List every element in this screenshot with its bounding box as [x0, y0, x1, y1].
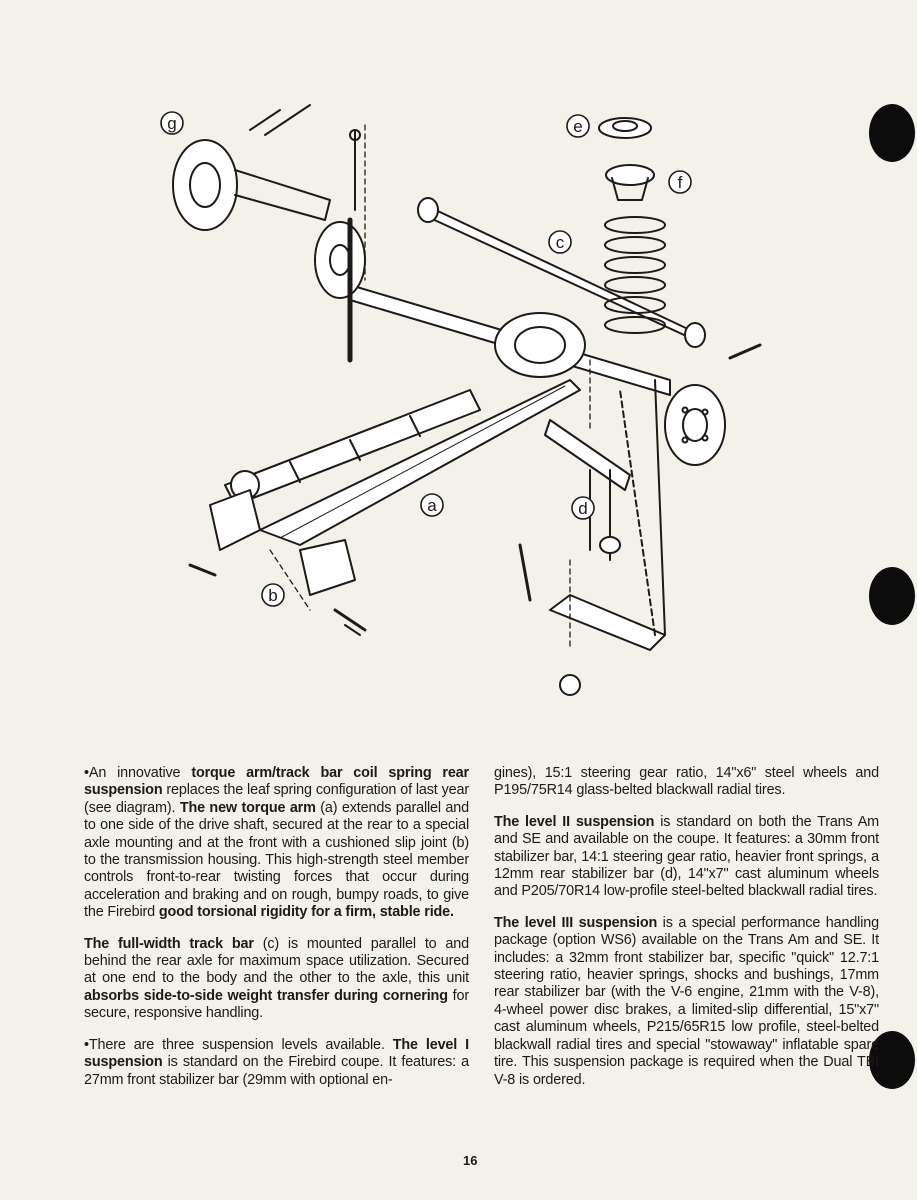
paragraph-torque-arm: •An innovative torque arm/track bar coil spring rear suspension replaces the leaf spring configuration of last year (see diagram). The new torque arm (a) extends parallel and to one side of the drive shaft, secured at the rear to a special axle mounting and at the front with a cushioned slip joint (b) to the transmission housing. This high-strength steel member controls front-to-rear twisting forces that occur during acceleration and braking and on rough, bumpy roads, to give the Firebird good torsional rigidity for a firm, stable ride.	[84, 765, 469, 921]
left-brake-drum	[315, 222, 365, 298]
upper-mount-assembly	[173, 105, 330, 230]
callout-e	[567, 115, 589, 137]
callout-a	[421, 494, 443, 516]
spring-insulator-upper	[599, 118, 651, 138]
svg-text:b: b	[268, 586, 278, 605]
svg-text:a: a	[427, 496, 437, 515]
right-text-column	[494, 765, 879, 1103]
callout-f	[669, 171, 691, 193]
callout-c	[549, 231, 571, 253]
page-number: 16	[463, 1153, 478, 1168]
svg-text:e: e	[573, 117, 583, 136]
spring-insulator-lower	[606, 165, 654, 200]
paragraph-level-i-cont: gines), 15:1 steering gear ratio, 14"x6" steel wheels and P195/75R14 glass-belted blackwall radial tires.	[494, 765, 879, 799]
paragraph-track-bar: The full-width track bar (c) is mounted parallel to and behind the rear axle for maximum space utilization. Secured at one end to the body and the other to the axle, this unit absorbs side-to-side weight transfer during cornering for secure, responsive handling.	[84, 935, 469, 1022]
svg-text:d: d	[578, 499, 588, 518]
callout-g	[161, 112, 183, 134]
callout-d	[572, 497, 594, 519]
rear-stabilizer-bar	[545, 420, 630, 560]
svg-text:g: g	[167, 114, 177, 133]
svg-text:f: f	[677, 173, 683, 192]
right-wheel-hub	[665, 385, 725, 465]
rear-suspension-exploded-diagram	[150, 90, 790, 730]
left-text-column	[84, 765, 469, 1103]
binder-hole-middle	[869, 567, 915, 625]
svg-text:c: c	[555, 233, 565, 252]
paragraph-level-ii: The level II suspension is standard on both the Trans Am and SE and available on the coupe. It features: a 30mm front stabilizer bar, 14:1 steering gear ratio, heavier front springs, a 12mm rear stabilizer bar (d), 14"x7" cast aluminum wheels and P205/70R14 low-profile steel-belted blackwall radial tires.	[494, 813, 879, 900]
paragraph-suspension-levels: •There are three suspension levels available. The level I suspension is standard on the Firebird coupe. It features: a 27mm front stabilizer bar (29mm with optional en-	[84, 1036, 469, 1088]
binder-hole-top	[869, 104, 915, 162]
paragraph-level-iii: The level III suspension is a special performance handling package (option WS6) available on the Trans Am and SE. It includes: a 32mm front stabilizer bar, specific "quick" 12.7:1 steering ratio, heavier springs, shocks and bushings, 17mm rear stabilizer bar (with the V-6 engine, 21mm with the V-8), 4-wheel power disc brakes, a limited-slip differential, 15"x7" cast aluminum wheels, P215/65R15 low profile, steel-belted blackwall radial tires and special "stowaway" inflatable spare tire. This suspension package is required when the Dual TBI V-8 is ordered.	[494, 914, 879, 1088]
callout-b	[262, 584, 284, 606]
